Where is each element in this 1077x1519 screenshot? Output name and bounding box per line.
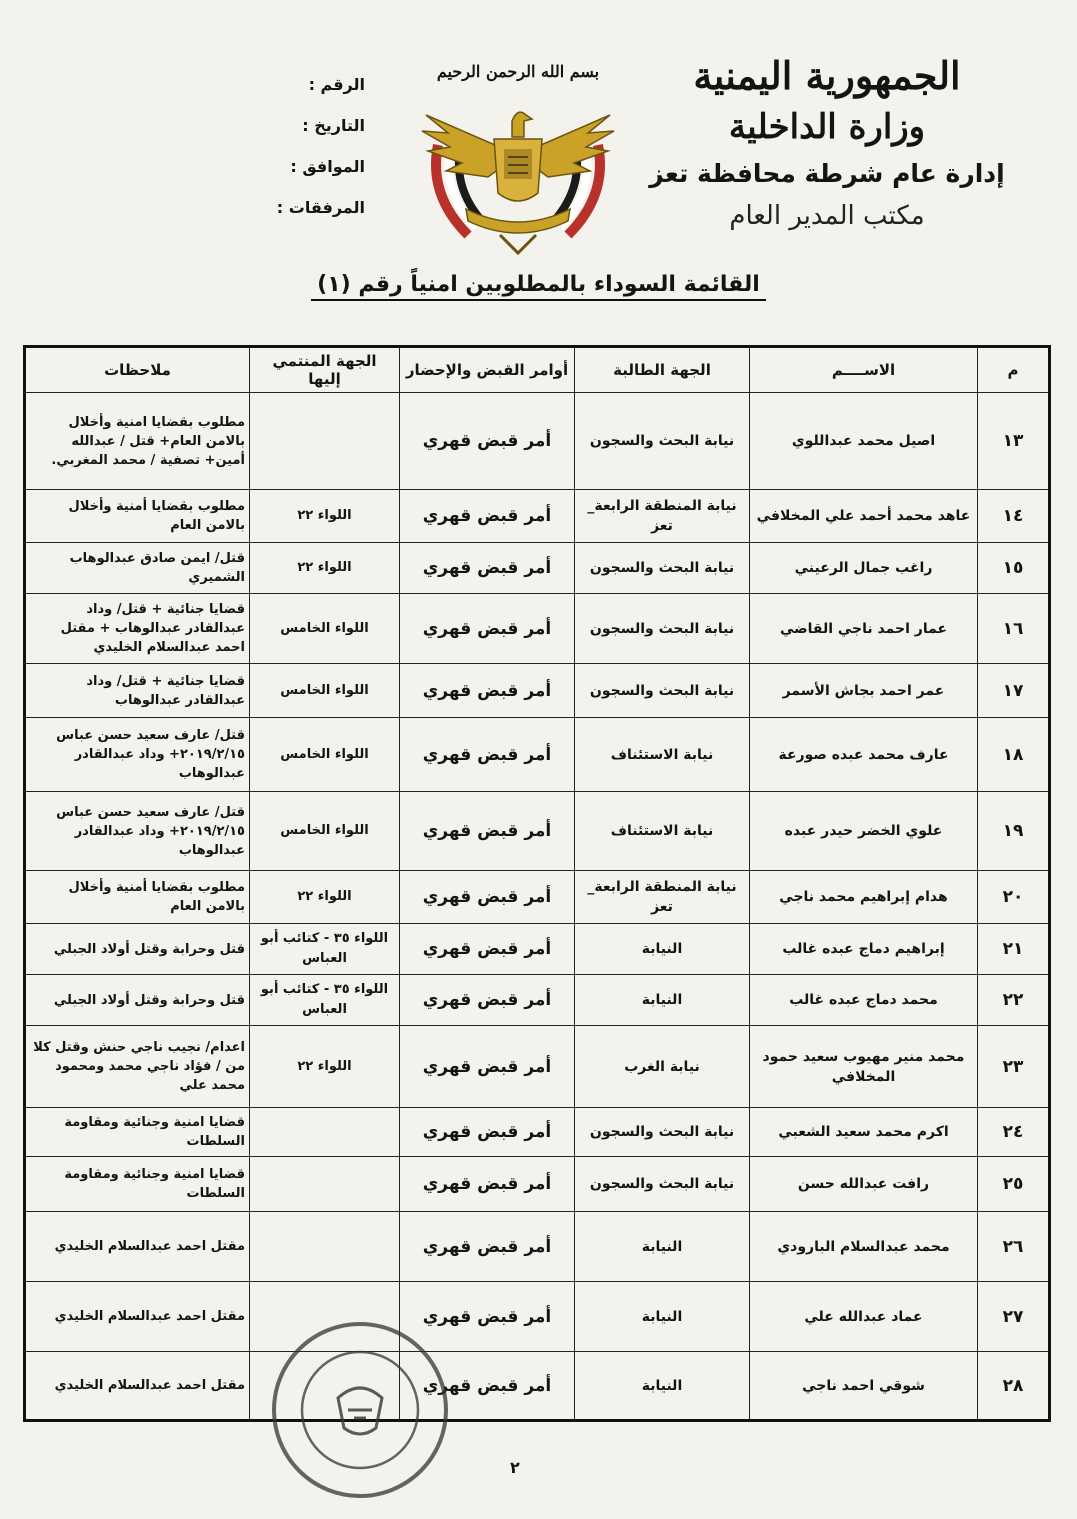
table-row [25, 1157, 1050, 1212]
row-number: ٢٧ [978, 1282, 1050, 1352]
row-name: اصيل محمد عبداللوي [750, 393, 978, 490]
table-row [25, 1212, 1050, 1282]
row-requester: نيابة البحث والسجون [575, 1157, 750, 1212]
row-notes: قتل/ عارف سعيد حسن عباس ٢٠١٩/٢/١٥+ وداد عبدالقادر عبدالوهاب [25, 792, 250, 871]
row-order: أمر قبض قهري [400, 664, 575, 718]
row-name: رافت عبدالله حسن [750, 1157, 978, 1212]
row-requester: نيابة الاستئناف [575, 718, 750, 792]
table-row [25, 594, 1050, 664]
row-order: أمر قبض قهري [400, 792, 575, 871]
row-affiliation: اللواء ٢٢ [250, 871, 400, 924]
row-name: عمر احمد بجاش الأسمر [750, 664, 978, 718]
row-notes: مطلوب بقضايا أمنية وأخلال بالامن العام [25, 490, 250, 543]
row-notes: مطلوب بقضايا أمنية وأخلال بالامن العام [25, 871, 250, 924]
table-row [25, 792, 1050, 871]
row-order: أمر قبض قهري [400, 718, 575, 792]
row-order: أمر قبض قهري [400, 393, 575, 490]
table-row [25, 871, 1050, 924]
table-row [25, 1352, 1050, 1421]
row-order: أمر قبض قهري [400, 1108, 575, 1157]
document-title-text: القائمة السوداء بالمطلوبين امنياً رقم (١) [311, 272, 766, 301]
col-header-order: أوامر القبض والإحضار [400, 347, 575, 393]
office-name: مكتب المدير العام [729, 201, 925, 231]
row-number: ١٨ [978, 718, 1050, 792]
table-row [25, 1282, 1050, 1352]
table-row [25, 975, 1050, 1026]
row-name: محمد منير مهيوب سعيد حمود المخلافي [750, 1026, 978, 1108]
row-notes: مقتل احمد عبدالسلام الخليدي [25, 1352, 250, 1421]
row-requester: نيابة البحث والسجون [575, 543, 750, 594]
row-requester: نيابة الاستئناف [575, 792, 750, 871]
row-requester: نيابة المنطقة الرابعة_ تعز [575, 871, 750, 924]
row-name: شوقي احمد ناجي [750, 1352, 978, 1421]
row-notes: قتل/ عارف سعيد حسن عباس ٢٠١٩/٢/١٥+ وداد عبدالقادر عبدالوهاب [25, 718, 250, 792]
row-number: ٢٠ [978, 871, 1050, 924]
table-row [25, 718, 1050, 792]
row-notes: قتل وحرابة وقتل أولاد الجبلي [25, 975, 250, 1026]
row-number: ٢٥ [978, 1157, 1050, 1212]
table-row [25, 924, 1050, 975]
row-affiliation: اللواء ٣٥ - كتائب أبو العباس [250, 924, 400, 975]
row-notes: مقتل احمد عبدالسلام الخليدي [25, 1212, 250, 1282]
row-affiliation [250, 1212, 400, 1282]
reference-fields [265, 64, 365, 228]
ref-number-label: الرقم : [308, 75, 365, 94]
row-requester: نيابة البحث والسجون [575, 393, 750, 490]
ref-date-label: التاريخ : [302, 116, 365, 135]
row-name: هدام إبراهيم محمد ناجي [750, 871, 978, 924]
row-number: ٢٨ [978, 1352, 1050, 1421]
row-requester: النيابة [575, 1352, 750, 1421]
row-number: ٢٣ [978, 1026, 1050, 1108]
row-notes: قضايا امنية وجنائية ومقاومة السلطات [25, 1157, 250, 1212]
row-requester: نيابة البحث والسجون [575, 1108, 750, 1157]
row-notes: قضايا امنية وجنائية ومقاومة السلطات [25, 1108, 250, 1157]
table-row [25, 1108, 1050, 1157]
table-header-row [25, 347, 1050, 393]
row-name: عماد عبدالله علي [750, 1282, 978, 1352]
wanted-list-table [23, 345, 1051, 1422]
row-requester: النيابة [575, 1282, 750, 1352]
row-number: ١٧ [978, 664, 1050, 718]
ref-corresponding-label: الموافق : [290, 157, 365, 176]
ref-attachments-label: المرفقات : [276, 198, 365, 217]
table-row [25, 543, 1050, 594]
row-affiliation: اللواء الخامس [250, 718, 400, 792]
row-order: أمر قبض قهري [400, 975, 575, 1026]
row-name: عاهد محمد أحمد علي المخلافي [750, 490, 978, 543]
row-name: علوي الخضر حيدر عبده [750, 792, 978, 871]
row-requester: نيابة المنطقة الرابعة_ تعز [575, 490, 750, 543]
row-affiliation: اللواء ٢٢ [250, 1026, 400, 1108]
table-row [25, 1026, 1050, 1108]
row-number: ١٩ [978, 792, 1050, 871]
row-order: أمر قبض قهري [400, 1026, 575, 1108]
row-name: عمار احمد ناجي القاضي [750, 594, 978, 664]
row-number: ١٤ [978, 490, 1050, 543]
row-requester: النيابة [575, 975, 750, 1026]
table-row [25, 490, 1050, 543]
row-order: أمر قبض قهري [400, 543, 575, 594]
row-affiliation: اللواء الخامس [250, 594, 400, 664]
row-notes: اعدام/ نجيب ناجي حنش وقتل كلا من / فؤاد ناجي محمد ومحمود محمد علي [25, 1026, 250, 1108]
row-affiliation [250, 1108, 400, 1157]
department-name: إدارة عام شرطة محافظة تعز [649, 159, 1005, 188]
row-requester: نيابة البحث والسجون [575, 594, 750, 664]
row-order: أمر قبض قهري [400, 924, 575, 975]
country-name: الجمهورية اليمنية [693, 53, 961, 98]
row-order: أمر قبض قهري [400, 490, 575, 543]
row-notes: قضايا جنائية + قتل/ وداد عبدالقادر عبدالوهاب [25, 664, 250, 718]
row-order: أمر قبض قهري [400, 1157, 575, 1212]
emblem-block [398, 62, 638, 262]
row-name: اكرم محمد سعيد الشعبي [750, 1108, 978, 1157]
row-name: محمد دماج عبده غالب [750, 975, 978, 1026]
row-order: أمر قبض قهري [400, 1212, 575, 1282]
row-number: ١٣ [978, 393, 1050, 490]
row-number: ٢٤ [978, 1108, 1050, 1157]
row-order: أمر قبض قهري [400, 594, 575, 664]
page-number: ٢ [510, 1458, 520, 1477]
row-affiliation: اللواء ٢٢ [250, 490, 400, 543]
col-header-requester: الجهة الطالبة [575, 347, 750, 393]
row-affiliation: اللواء الخامس [250, 664, 400, 718]
row-name: إبراهيم دماج عبده غالب [750, 924, 978, 975]
letterhead [647, 50, 1007, 238]
col-header-notes: ملاحظات [25, 347, 250, 393]
row-notes: مطلوب بقضايا امنية وأخلال بالامن العام+ قتل / عبدالله أمين+ تصفية / محمد المغربي. [25, 393, 250, 490]
row-affiliation: اللواء الخامس [250, 792, 400, 871]
table-row [25, 664, 1050, 718]
row-requester: نيابة البحث والسجون [575, 664, 750, 718]
yemen-eagle-emblem-icon [408, 85, 628, 257]
row-requester: النيابة [575, 1212, 750, 1282]
col-header-name: الاســــم [750, 347, 978, 393]
col-header-affiliation: الجهة المنتمي إليها [250, 347, 400, 393]
basmala: بسم الله الرحمن الرحيم [436, 62, 600, 81]
row-number: ٢١ [978, 924, 1050, 975]
row-order: أمر قبض قهري [400, 1352, 575, 1421]
row-order: أمر قبض قهري [400, 1282, 575, 1352]
row-notes: قتل/ ايمن صادق عبدالوهاب الشميري [25, 543, 250, 594]
row-requester: النيابة [575, 924, 750, 975]
table-row [25, 393, 1050, 490]
row-notes: مقتل احمد عبدالسلام الخليدي [25, 1282, 250, 1352]
row-name: عارف محمد عبده صورعة [750, 718, 978, 792]
row-affiliation [250, 1157, 400, 1212]
row-affiliation [250, 393, 400, 490]
row-name: محمد عبدالسلام البارودي [750, 1212, 978, 1282]
row-requester: نيابة الغرب [575, 1026, 750, 1108]
row-number: ٢٢ [978, 975, 1050, 1026]
row-number: ١٦ [978, 594, 1050, 664]
ministry-name: وزارة الداخلية [728, 107, 926, 147]
row-name: راغب جمال الرعيني [750, 543, 978, 594]
official-stamp-icon [268, 1318, 452, 1502]
row-affiliation: اللواء ٢٢ [250, 543, 400, 594]
col-header-number: م [978, 347, 1050, 393]
document-title [0, 272, 1077, 297]
row-notes: قضايا جنائية + قتل/ وداد عبدالقادر عبدالوهاب + مقتل احمد عبدالسلام الخليدي [25, 594, 250, 664]
row-affiliation: اللواء ٣٥ - كتائب أبو العباس [250, 975, 400, 1026]
row-number: ١٥ [978, 543, 1050, 594]
row-notes: قتل وحرابة وقتل أولاد الجبلي [25, 924, 250, 975]
row-order: أمر قبض قهري [400, 871, 575, 924]
row-number: ٢٦ [978, 1212, 1050, 1282]
